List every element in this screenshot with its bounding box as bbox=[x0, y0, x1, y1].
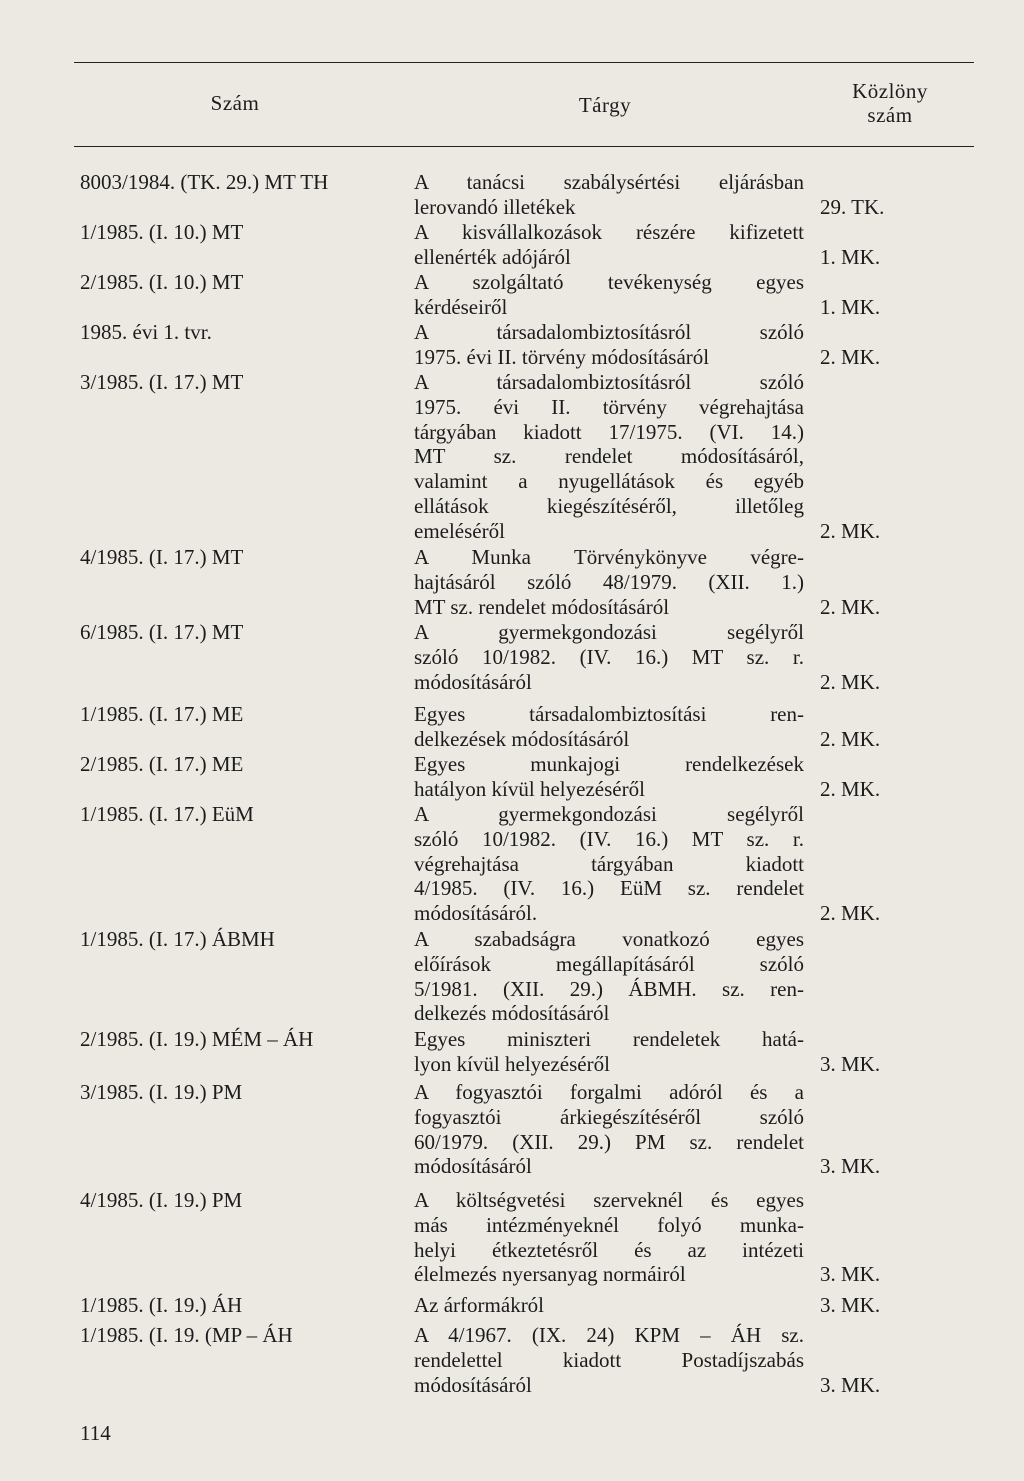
subject-line: MT sz. rendelet módosításáról bbox=[414, 594, 670, 619]
row-kozlony-ref: 3. MK. bbox=[820, 1262, 881, 1287]
row-kozlony-ref: 1. MK. bbox=[820, 294, 881, 319]
subject-line: delkezés módosításáról bbox=[414, 1001, 610, 1026]
subject-line: A költségvetési szerveknél és egyes bbox=[414, 1188, 804, 1212]
row-number: 1/1985. (I. 19.) ÁH bbox=[80, 1293, 243, 1317]
subject-line: lyon kívül helyezéséről bbox=[414, 1051, 610, 1076]
row-subject bbox=[414, 320, 804, 370]
subject-line: szóló 10/1982. (IV. 16.) MT sz. r. bbox=[414, 826, 804, 851]
subject-line: A 4/1967. (IX. 24) KPM – ÁH sz. bbox=[414, 1323, 804, 1347]
row-kozlony-ref: 2. MK. bbox=[820, 518, 881, 543]
subject-line: ellenérték adójáról bbox=[414, 244, 571, 269]
row-kozlony-ref: 2. MK. bbox=[820, 344, 881, 369]
subject-line: szóló 10/1982. (IV. 16.) MT sz. r. bbox=[414, 644, 804, 669]
row-number: 1/1985. (I. 10.) MT bbox=[80, 220, 244, 244]
row-kozlony-ref: 3. MK. bbox=[820, 1372, 881, 1397]
subject-line: módosításáról bbox=[414, 669, 532, 694]
row-kozlony-ref: 2. MK. bbox=[820, 594, 881, 619]
subject-line: A társadalombiztosításról szóló bbox=[414, 320, 804, 344]
subject-line: delkezések módosításáról bbox=[414, 726, 630, 751]
subject-line: A fogyasztói forgalmi adóról és a bbox=[414, 1080, 804, 1104]
row-kozlony-ref: 2. MK. bbox=[820, 669, 881, 694]
subject-line: A szabadságra vonatkozó egyes bbox=[414, 927, 804, 951]
row-number: 1/1985. (I. 19. (MP – ÁH bbox=[80, 1323, 293, 1347]
row-subject bbox=[414, 545, 804, 619]
row-subject bbox=[414, 1323, 804, 1397]
row-number: 4/1985. (I. 19.) PM bbox=[80, 1188, 243, 1212]
subject-line: lerovandó illetékek bbox=[414, 194, 576, 219]
subject-line: A társadalombiztosításról szóló bbox=[414, 370, 804, 394]
row-number: 3/1985. (I. 19.) PM bbox=[80, 1080, 243, 1104]
row-number: 1985. évi 1. tvr. bbox=[80, 320, 212, 344]
row-subject bbox=[414, 1080, 804, 1179]
row-subject bbox=[414, 270, 804, 320]
row-kozlony-ref: 1. MK. bbox=[820, 244, 881, 269]
subject-line: A tanácsi szabálysértési eljárásban bbox=[414, 170, 804, 194]
subject-line: módosításáról. bbox=[414, 901, 538, 926]
row-subject bbox=[414, 1027, 804, 1077]
subject-line: élelmezés nyersanyag normáiról bbox=[414, 1262, 686, 1287]
row-kozlony-ref: 2. MK. bbox=[820, 901, 881, 926]
subject-line: MT sz. rendelet módosításáról, bbox=[414, 444, 804, 469]
row-subject bbox=[414, 702, 804, 752]
row-number: 6/1985. (I. 17.) MT bbox=[80, 620, 244, 644]
subject-line: hajtásáról szóló 48/1979. (XII. 1.) bbox=[414, 569, 804, 594]
subject-line: előírások megállapításáról szóló bbox=[414, 951, 804, 976]
subject-line: végrehajtása tárgyában kiadott bbox=[414, 851, 804, 876]
row-number: 3/1985. (I. 17.) MT bbox=[80, 370, 244, 394]
subject-line: emeléséről bbox=[414, 518, 505, 543]
subject-line: helyi étkeztetésről és az intézeti bbox=[414, 1237, 804, 1262]
subject-line: Egyes miniszteri rendeletek hatá- bbox=[414, 1027, 804, 1051]
subject-line: 4/1985. (IV. 16.) EüM sz. rendelet bbox=[414, 876, 804, 901]
subject-line: rendelettel kiadott Postadíjszabás bbox=[414, 1347, 804, 1372]
row-subject bbox=[414, 620, 804, 694]
row-subject bbox=[414, 170, 804, 220]
row-subject bbox=[414, 802, 804, 926]
subject-line: A kisvállalkozások részére kifizetett bbox=[414, 220, 804, 244]
row-number: 1/1985. (I. 17.) EüM bbox=[80, 802, 254, 826]
row-number: 8003/1984. (TK. 29.) MT TH bbox=[80, 170, 329, 194]
row-kozlony-ref: 3. MK. bbox=[820, 1293, 881, 1317]
subject-line: fogyasztói árkiegészítéséről szóló bbox=[414, 1104, 804, 1129]
subject-line: módosításáról bbox=[414, 1154, 532, 1179]
subject-line: A szolgáltató tevékenység egyes bbox=[414, 270, 804, 294]
subject-line: 60/1979. (XII. 29.) PM sz. rendelet bbox=[414, 1129, 804, 1154]
subject-line: ellátások kiegészítéséről, illetőleg bbox=[414, 493, 804, 518]
row-number: 1/1985. (I. 17.) ÁBMH bbox=[80, 927, 275, 951]
subject-line: más intézményeknél folyó munka- bbox=[414, 1212, 804, 1237]
row-subject bbox=[414, 927, 804, 1026]
header-kozlony-line2: szám bbox=[867, 103, 913, 127]
subject-line: A gyermekgondozási segélyről bbox=[414, 802, 804, 826]
subject-line: módosításáról bbox=[414, 1372, 532, 1397]
subject-line: A Munka Törvénykönyve végre- bbox=[414, 545, 804, 569]
row-subject bbox=[414, 1188, 804, 1287]
row-kozlony-ref: 2. MK. bbox=[820, 726, 881, 751]
row-number: 2/1985. (I. 19.) MÉM – ÁH bbox=[80, 1027, 314, 1051]
row-subject bbox=[414, 752, 804, 802]
header-szam: Szám bbox=[210, 91, 260, 115]
subject-line: Az árformákról bbox=[414, 1293, 545, 1317]
subject-line: valamint a nyugellátások és egyéb bbox=[414, 469, 804, 494]
header-kozlony-line1: Közlöny bbox=[852, 79, 928, 103]
row-number: 2/1985. (I. 10.) MT bbox=[80, 270, 244, 294]
row-kozlony-ref: 29. TK. bbox=[820, 194, 885, 219]
row-kozlony-ref: 3. MK. bbox=[820, 1154, 881, 1179]
row-subject bbox=[414, 1293, 804, 1318]
header-targy: Tárgy bbox=[578, 93, 632, 117]
row-number: 1/1985. (I. 17.) ME bbox=[80, 702, 244, 726]
subject-line: kérdéseiről bbox=[414, 294, 508, 319]
subject-line: Egyes munkajogi rendelkezések bbox=[414, 752, 804, 776]
subject-line: 5/1981. (XII. 29.) ÁBMH. sz. ren- bbox=[414, 976, 804, 1001]
row-kozlony-ref: 3. MK. bbox=[820, 1051, 881, 1076]
subject-line: tárgyában kiadott 17/1975. (VI. 14.) bbox=[414, 419, 804, 444]
subject-line: hatályon kívül helyezéséről bbox=[414, 776, 645, 801]
page-number: 114 bbox=[80, 1421, 111, 1445]
subject-line: 1975. évi II. törvény módosításáról bbox=[414, 344, 710, 369]
subject-line: A gyermekgondozási segélyről bbox=[414, 620, 804, 644]
subject-line: 1975. évi II. törvény végrehajtása bbox=[414, 394, 804, 419]
row-kozlony-ref: 2. MK. bbox=[820, 776, 881, 801]
row-subject bbox=[414, 220, 804, 270]
row-subject bbox=[414, 370, 804, 544]
row-number: 4/1985. (I. 17.) MT bbox=[80, 545, 244, 569]
subject-line: Egyes társadalombiztosítási ren- bbox=[414, 702, 804, 726]
row-number: 2/1985. (I. 17.) ME bbox=[80, 752, 244, 776]
